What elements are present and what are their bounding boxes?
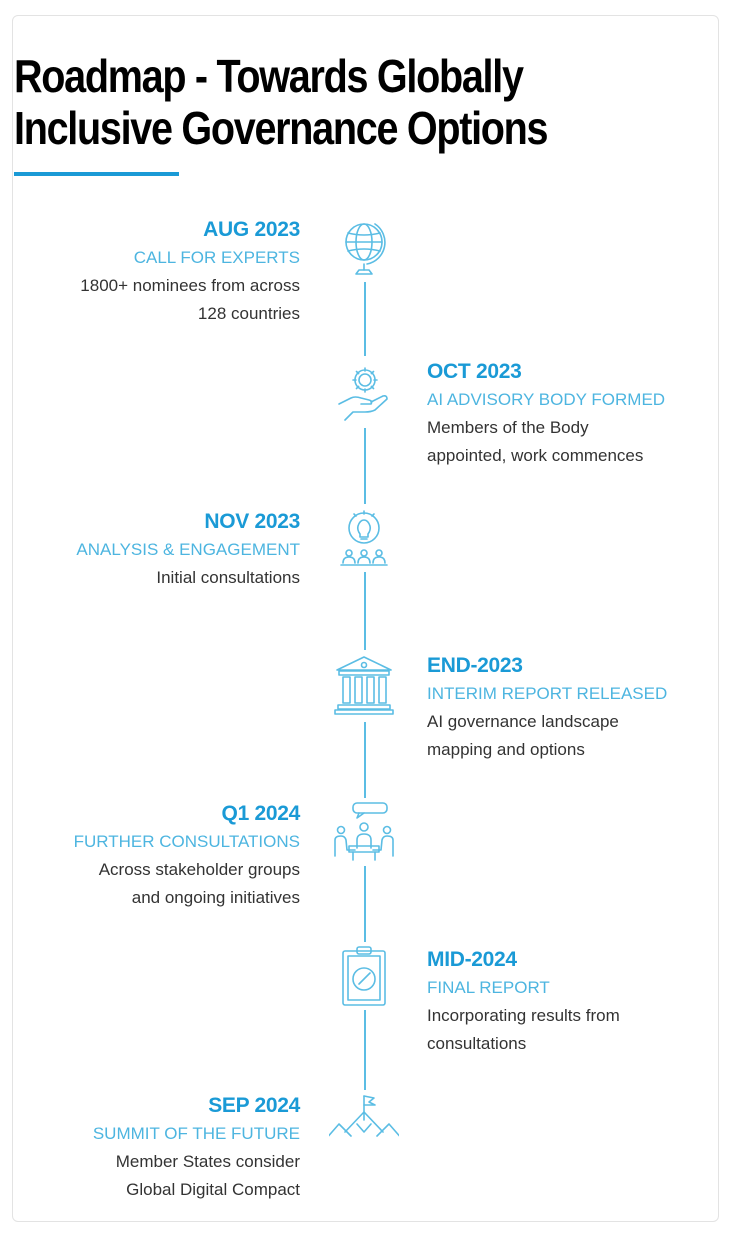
milestone-date: Q1 2024 xyxy=(221,802,300,825)
clipboard-check-icon xyxy=(329,944,399,1008)
milestone-date: OCT 2023 xyxy=(427,360,522,383)
timeline-connector xyxy=(364,572,366,650)
title-line-1: Roadmap - Towards Globally xyxy=(14,50,523,102)
milestone-label: CALL FOR EXPERTS xyxy=(133,248,300,267)
milestone-description: Initial consultations xyxy=(156,568,300,587)
milestone-description: Incorporating results from consultations xyxy=(427,1006,620,1053)
milestone-description: 1800+ nominees from across 128 countries xyxy=(80,276,300,323)
mountain-flag-icon xyxy=(329,1092,399,1156)
title-line-2: Inclusive Governance Options xyxy=(14,102,548,154)
milestone-nov-2023 xyxy=(10,508,300,592)
meeting-table-icon xyxy=(329,800,399,864)
timeline-connector xyxy=(364,722,366,798)
milestone-end-2023 xyxy=(427,652,717,764)
lightbulb-people-icon xyxy=(329,506,399,570)
milestone-label: FURTHER CONSULTATIONS xyxy=(73,832,300,851)
globe-icon xyxy=(329,216,399,280)
milestone-date: AUG 2023 xyxy=(203,218,300,241)
milestone-aug-2023 xyxy=(10,216,300,328)
milestone-date: MID-2024 xyxy=(427,948,517,971)
milestone-q1-2024 xyxy=(10,800,300,912)
milestone-description: Member States consider Global Digital Compact xyxy=(115,1152,300,1199)
timeline-connector xyxy=(364,866,366,942)
milestone-oct-2023 xyxy=(427,358,717,470)
milestone-description: AI governance landscape mapping and options xyxy=(427,712,619,759)
milestone-label: AI ADVISORY BODY FORMED xyxy=(427,390,666,409)
timeline-connector xyxy=(364,428,366,504)
timeline-connector xyxy=(364,282,366,356)
milestone-mid-2024 xyxy=(427,946,717,1058)
milestone-label: INTERIM REPORT RELEASED xyxy=(427,684,668,703)
title-underline xyxy=(14,172,179,176)
milestone-label: SUMMIT OF THE FUTURE xyxy=(92,1124,300,1143)
milestone-date: END-2023 xyxy=(427,654,523,677)
milestone-date: SEP 2024 xyxy=(208,1094,300,1117)
milestone-description: Across stakeholder groups and ongoing initiatives xyxy=(98,860,300,907)
milestone-description: Members of the Body appointed, work commences xyxy=(427,418,644,465)
milestone-label: ANALYSIS & ENGAGEMENT xyxy=(76,540,300,559)
milestone-label: FINAL REPORT xyxy=(427,978,550,997)
gear-in-hand-icon xyxy=(329,360,399,424)
page-title xyxy=(14,50,547,154)
milestone-date: NOV 2023 xyxy=(204,510,300,533)
institution-building-icon xyxy=(329,654,399,718)
milestone-sep-2024 xyxy=(10,1092,300,1204)
timeline-connector xyxy=(364,1010,366,1090)
